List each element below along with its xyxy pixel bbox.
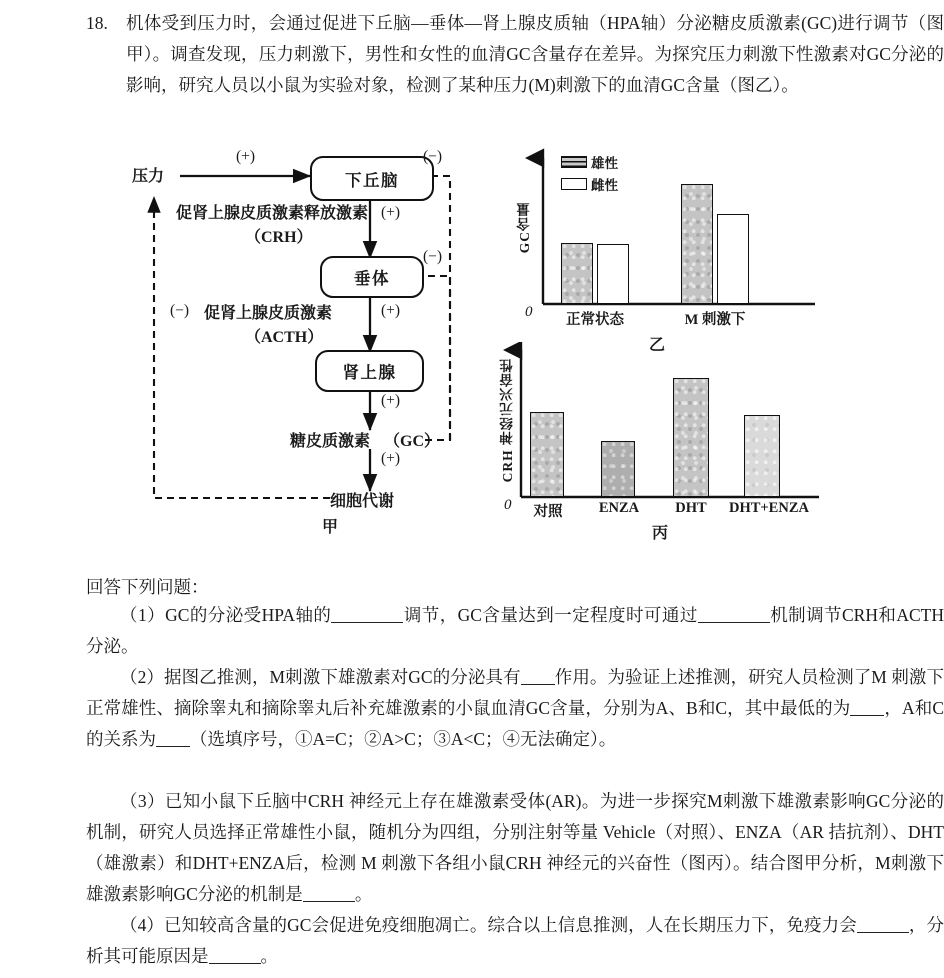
sign-plus-adrenal-gc: (+) <box>381 392 401 409</box>
question-number: 18. <box>86 13 108 33</box>
hormone-acth-abbr: （ACTH） <box>245 329 324 346</box>
q1-text-0: （1）GC的分泌受HPA轴的 <box>120 605 332 625</box>
sign-plus-pit-adrenal: (+) <box>381 302 401 319</box>
hormone-crh-abbr: （CRH） <box>245 229 313 246</box>
node-hypothalamus: 下丘脑 <box>310 156 434 201</box>
q4-blank-3[interactable] <box>209 963 261 964</box>
answer-prompt <box>86 572 944 603</box>
legend-item-female <box>561 174 618 194</box>
bing-y-axis-title: CRH 神经元兴奋性 <box>500 358 515 483</box>
sub-question-1 <box>86 600 944 662</box>
node-pituitary: 垂体 <box>320 256 424 298</box>
bing-zero-label: 0 <box>504 497 512 513</box>
bar-yi-mstress-male <box>681 184 713 304</box>
yi-zero-label: 0 <box>525 304 533 320</box>
sub-question-3 <box>86 786 944 910</box>
figure-bing-bar-chart <box>497 342 837 542</box>
sub-question-4 <box>86 910 944 972</box>
q4-text-2: ，分析其可能原因是 <box>86 915 944 966</box>
legend-item-male <box>561 152 618 172</box>
q2-blank-3[interactable] <box>850 715 884 716</box>
bar-bing-enza <box>601 441 635 497</box>
figure-jia-caption: 甲 <box>322 519 339 536</box>
q2-text-0: （2）据图乙推测，M刺激下雄激素对GC的分泌具有 <box>120 667 521 687</box>
sign-plus-stress-hypo: (+) <box>236 148 256 165</box>
bar-bing-control <box>530 412 564 497</box>
q2-text-6: （选填序号，①A=C；②A>C；③A<C；④无法确定）。 <box>190 729 617 749</box>
q1-blank-1[interactable] <box>331 622 403 623</box>
gc-abbr: （GC） <box>384 433 441 450</box>
stress-label: 压力 <box>132 168 165 185</box>
cell-metabolism-label: 细胞代谢 <box>330 493 395 510</box>
hormone-crh-name: 促肾上腺皮质激素释放激素 <box>176 205 369 222</box>
sign-minus-gc-hypo: (−) <box>423 148 443 165</box>
hormone-acth-name: 促肾上腺皮质激素 <box>204 305 333 322</box>
legend-label-male: 雄性 <box>591 156 618 171</box>
figure-yi-caption: 乙 <box>649 337 666 354</box>
bar-yi-mstress-female <box>717 214 749 305</box>
bar-bing-dht-enza <box>744 415 780 497</box>
q1-text-2: 调节，GC含量达到一定程度时可通过 <box>403 605 698 625</box>
q1-blank-3[interactable] <box>698 622 770 623</box>
q2-text-4: ，A和C的关系为 <box>86 698 944 749</box>
sign-minus-feedback-stress: (−) <box>170 302 190 319</box>
q3-text-2: 。 <box>354 884 373 904</box>
bing-tick-label-control: 对照 <box>533 504 563 520</box>
answer-prompt-text: 回答下列问题： <box>86 577 209 597</box>
yi-tick-label-mstress: M 刺激下 <box>684 312 746 328</box>
sign-minus-gc-pit: (−) <box>423 248 443 265</box>
sub-question-2 <box>86 662 944 755</box>
node-adrenal: 肾上腺 <box>315 350 424 392</box>
q4-text-0: （4）已知较高含量的GC会促进免疫细胞凋亡。综合以上信息推测，人在长期压力下，免疫力会 <box>120 915 857 935</box>
figures-region <box>0 142 944 547</box>
q1-text-4: 机制调节CRH和ACTH分泌。 <box>86 605 944 656</box>
question-stem <box>86 8 944 101</box>
legend-swatch-female-icon <box>561 178 587 190</box>
figure-yi-bar-chart <box>497 142 837 354</box>
bar-yi-normal-female <box>597 244 629 304</box>
sign-plus-gc-metabolism: (+) <box>381 450 401 467</box>
bing-tick-label-dht-enza: DHT+ENZA <box>729 500 809 516</box>
bing-tick-label-dht: DHT <box>675 500 707 516</box>
q2-blank-1[interactable] <box>521 684 555 685</box>
legend-label-female: 雌性 <box>591 178 618 193</box>
q4-blank-1[interactable] <box>857 932 909 933</box>
bar-yi-normal-male <box>561 243 593 304</box>
bar-bing-dht <box>673 378 709 497</box>
sign-plus-hypo-pit: (+) <box>381 204 401 221</box>
yi-tick-label-normal: 正常状态 <box>566 312 624 328</box>
legend-swatch-male-icon <box>561 156 587 168</box>
figure-jia-flow-diagram <box>132 142 487 542</box>
yi-axes <box>497 142 837 342</box>
q3-blank-1[interactable] <box>303 901 355 902</box>
gc-label: 糖皮质激素 <box>290 433 371 450</box>
q2-text-2: 作用。为验证上述推测，研究人员检测了M 刺激下正常雄性、摘除睾丸和摘除睾丸后补充雄激素的小鼠血清GC含量，分别为A、B和C，其中最低的为 <box>86 667 944 718</box>
bing-tick-label-enza: ENZA <box>598 500 640 516</box>
question-stem-text: 机体受到压力时，会通过促进下丘脑—垂体—肾上腺皮质轴（HPA轴）分泌糖皮质激素(GC)进行调节（图甲）。调查发现，压力刺激下，男性和女性的血清GC含量存在差异。为探究压力刺激下性激素对GC分泌的影响，研究人员以小鼠为实验对象，检测了某种压力(M)刺激下的血清GC含量（图乙）。 <box>126 13 944 95</box>
yi-y-axis-title: GC含量 <box>517 202 532 254</box>
figure-bing-caption: 丙 <box>652 525 669 542</box>
q3-text-0: （3）已知小鼠下丘脑中CRH 神经元上存在雄激素受体(AR)。为进一步探究M刺激下雄激素影响GC分泌的机制，研究人员选择正常雄性小鼠，随机分为四组，分别注射等量 Vehicle（对照）、ENZA（AR 拮抗剂）、DHT（雄激素）和DHT+ENZA后，检测 M 刺激下各组小鼠CRH 神经元的兴奋性（图丙）。结合图甲分析，M刺激下雄激素影响GC分泌的机制是 <box>86 791 944 904</box>
q4-text-4: 。 <box>260 946 278 966</box>
q2-blank-5[interactable] <box>156 746 190 747</box>
